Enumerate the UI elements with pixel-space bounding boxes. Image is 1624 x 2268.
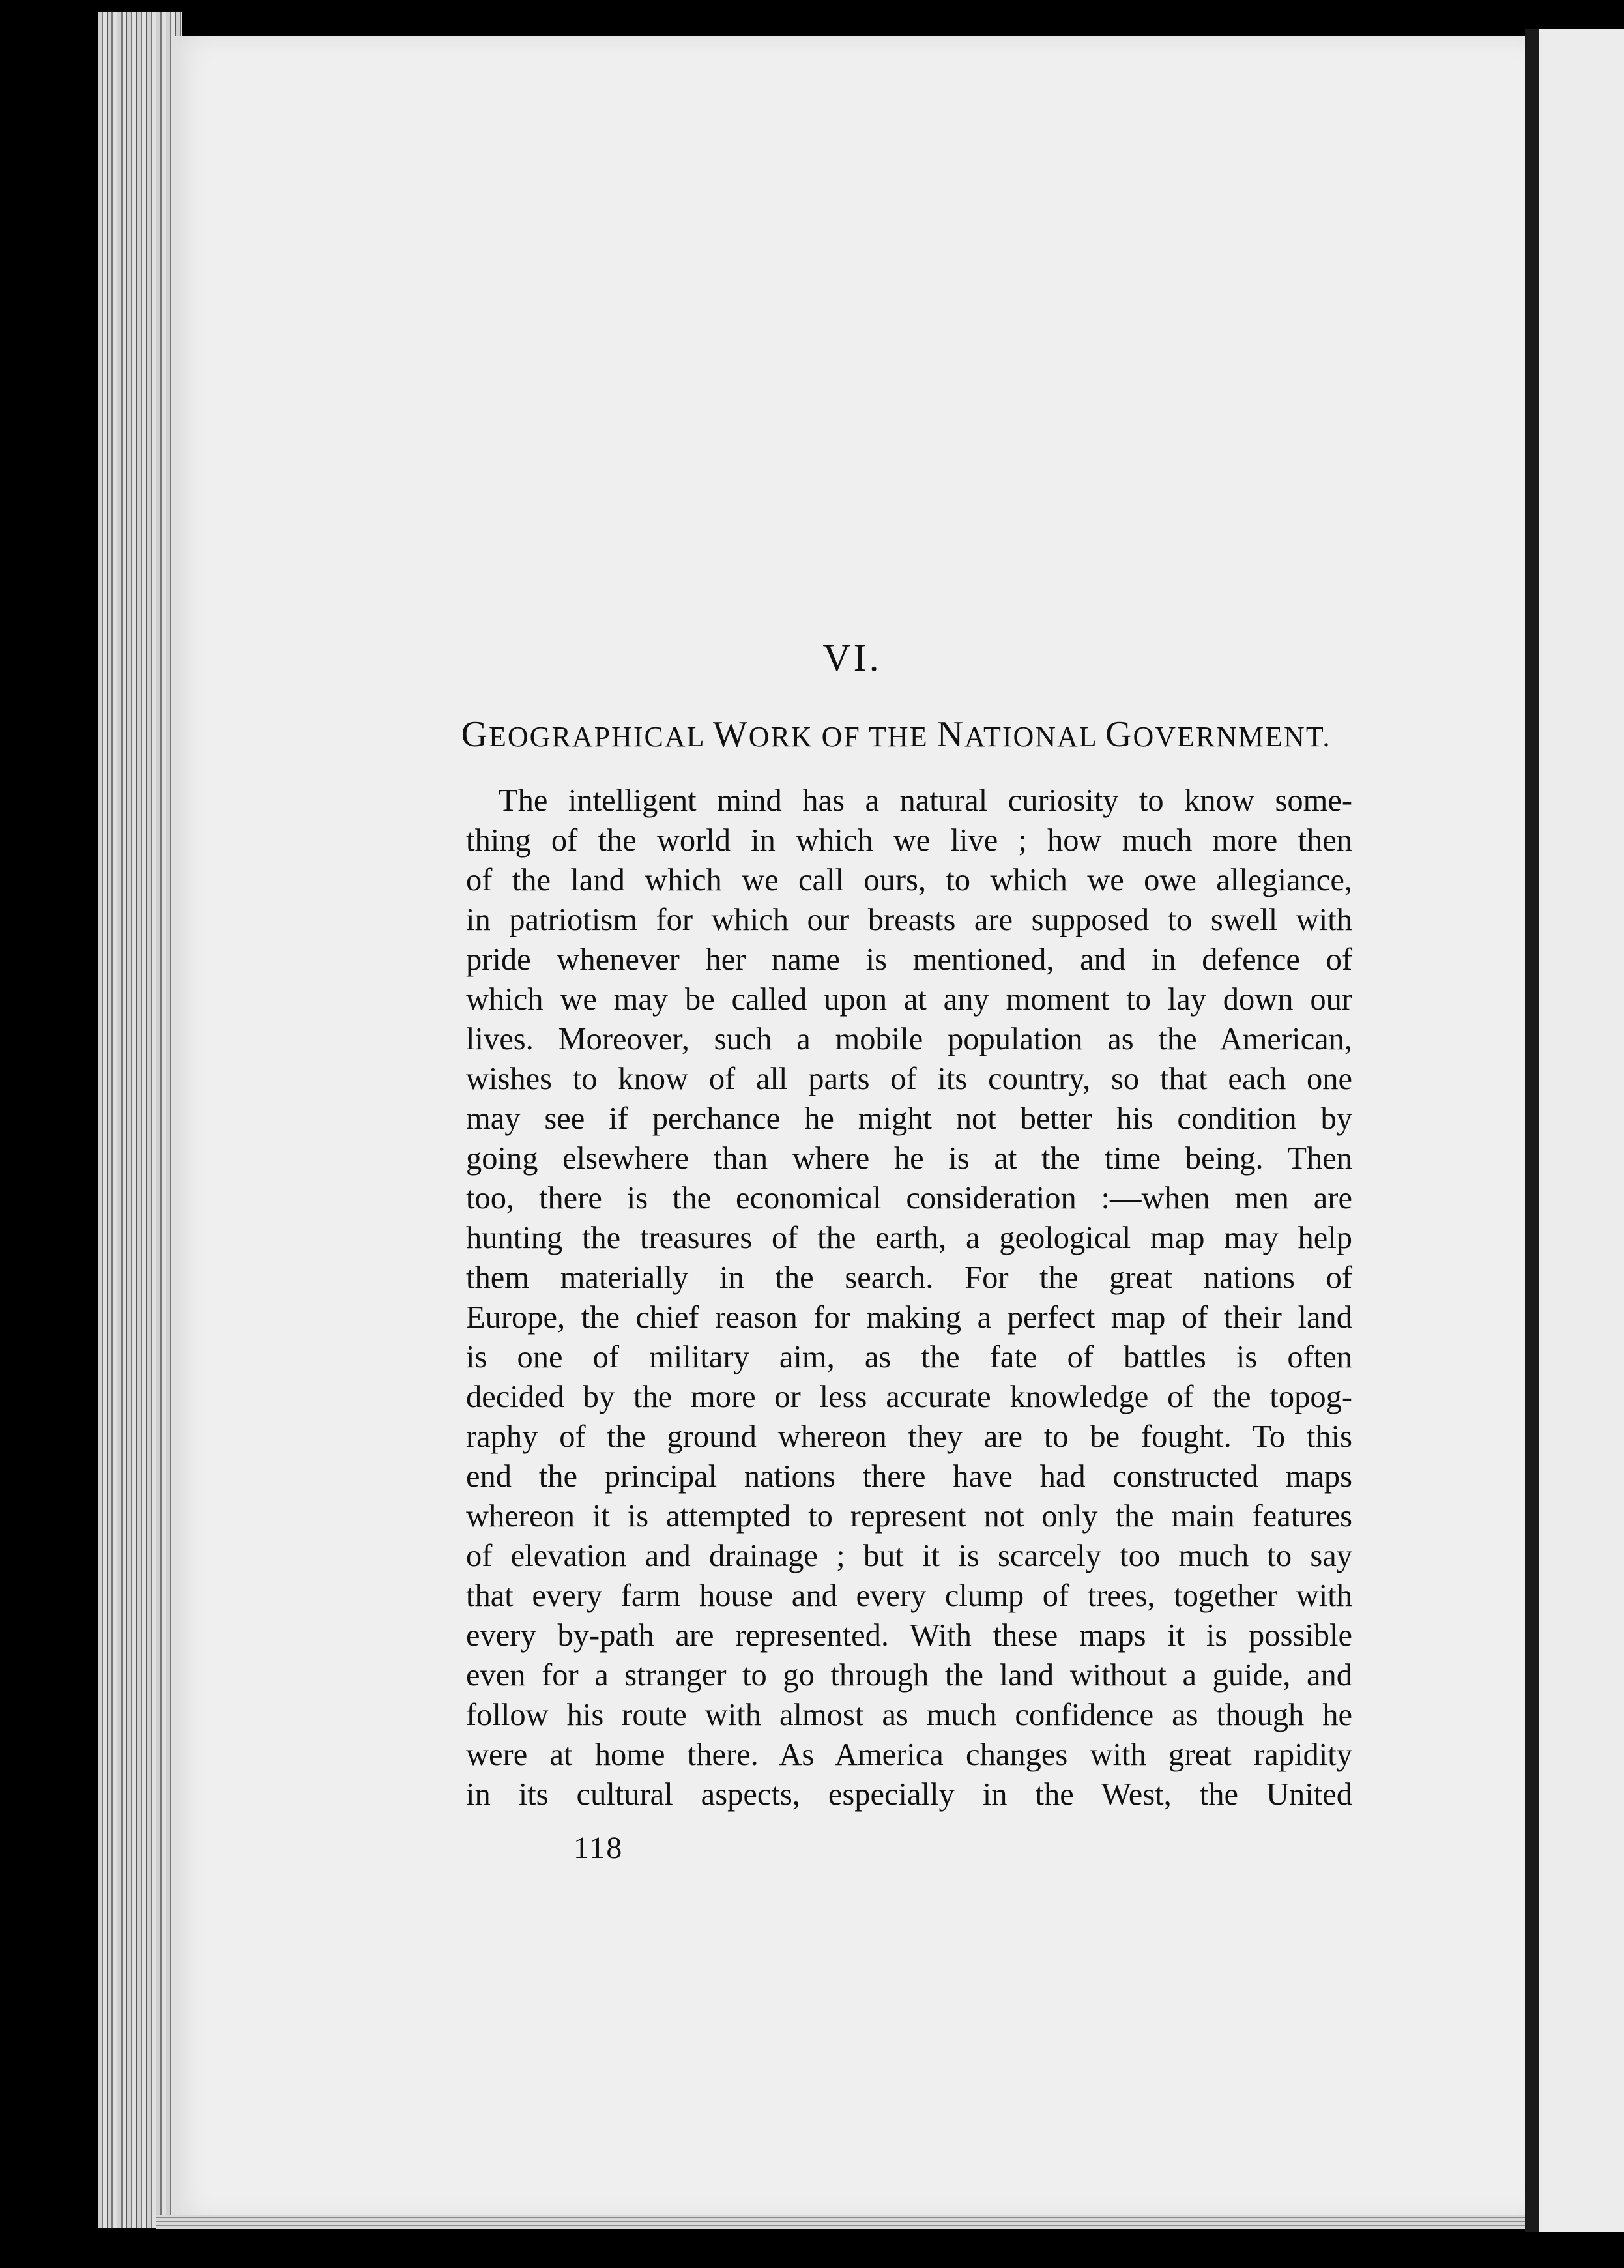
page-number: 118 — [573, 1831, 624, 1865]
text-line: were at home there. As America changes with great rapidity — [466, 1737, 1352, 1772]
text-line: in patriotism for which our breasts are supposed to swell with — [466, 903, 1352, 937]
page-bottom-edge — [156, 2215, 1531, 2229]
text-line: Europe, the chief reason for making a perfect map of their land — [466, 1300, 1352, 1335]
title-part: ATIONAL — [964, 721, 1106, 753]
text-line: may see if perchance he might not better his condition by — [466, 1101, 1352, 1136]
text-line: wishes to know of all parts of its country, so that each one — [466, 1062, 1352, 1096]
title-part: EOGRAPHICAL — [489, 721, 713, 753]
chapter-title — [456, 714, 1336, 755]
book-page-edges — [98, 12, 182, 2228]
title-initial: G — [1105, 714, 1133, 755]
book-gutter — [1525, 29, 1539, 2232]
text-line: that every farm house and every clump of trees, together with — [466, 1578, 1352, 1613]
text-line: of the land which we call ours, to which we owe allegiance, — [466, 863, 1352, 897]
text-line: end the principal nations there have had constructed maps — [466, 1459, 1352, 1494]
title-part: OVERNMENT. — [1133, 721, 1331, 753]
text-line: The intelligent mind has a natural curiosity to know some- — [499, 783, 1352, 818]
chapter-number: VI. — [822, 636, 882, 679]
text-line: pride whenever her name is mentioned, and in defence of — [466, 942, 1352, 977]
text-line: raphy of the ground whereon they are to be fought. To this — [466, 1419, 1352, 1454]
text-line: which we may be called upon at any moment to lay down our — [466, 982, 1352, 1017]
facing-page-edge — [1539, 29, 1624, 2232]
text-line: whereon it is attempted to represent not only the main features — [466, 1499, 1352, 1534]
text-line: hunting the treasures of the earth, a geological map may help — [466, 1221, 1352, 1255]
title-initial: G — [461, 714, 489, 755]
text-line: is one of military aim, as the fate of battles is often — [466, 1340, 1352, 1374]
body-paragraph — [466, 781, 1352, 1814]
text-line: in its cultural aspects, especially in the West, the United — [466, 1777, 1352, 1812]
text-line: even for a stranger to go through the land without a guide, and — [466, 1658, 1352, 1693]
text-line: of elevation and drainage ; but it is scarcely too much to say — [466, 1539, 1352, 1573]
text-line: thing of the world in which we live ; how much more then — [466, 823, 1352, 858]
title-initial: W — [712, 714, 749, 755]
text-line: too, there is the economical consideration :—when men are — [466, 1181, 1352, 1215]
text-line: follow his route with almost as much confidence as though he — [466, 1698, 1352, 1732]
title-initial: N — [936, 714, 965, 755]
text-line: lives. Moreover, such a mobile population as the American, — [466, 1022, 1352, 1056]
text-line: decided by the more or less accurate knowledge of the topog- — [466, 1380, 1352, 1414]
text-line: them materially in the search. For the great nations of — [466, 1260, 1352, 1295]
text-line: every by-path are represented. With these maps it is possible — [466, 1618, 1352, 1653]
title-part: ORK OF THE — [748, 721, 937, 753]
text-line: going elsewhere than where he is at the time being. Then — [466, 1141, 1352, 1176]
